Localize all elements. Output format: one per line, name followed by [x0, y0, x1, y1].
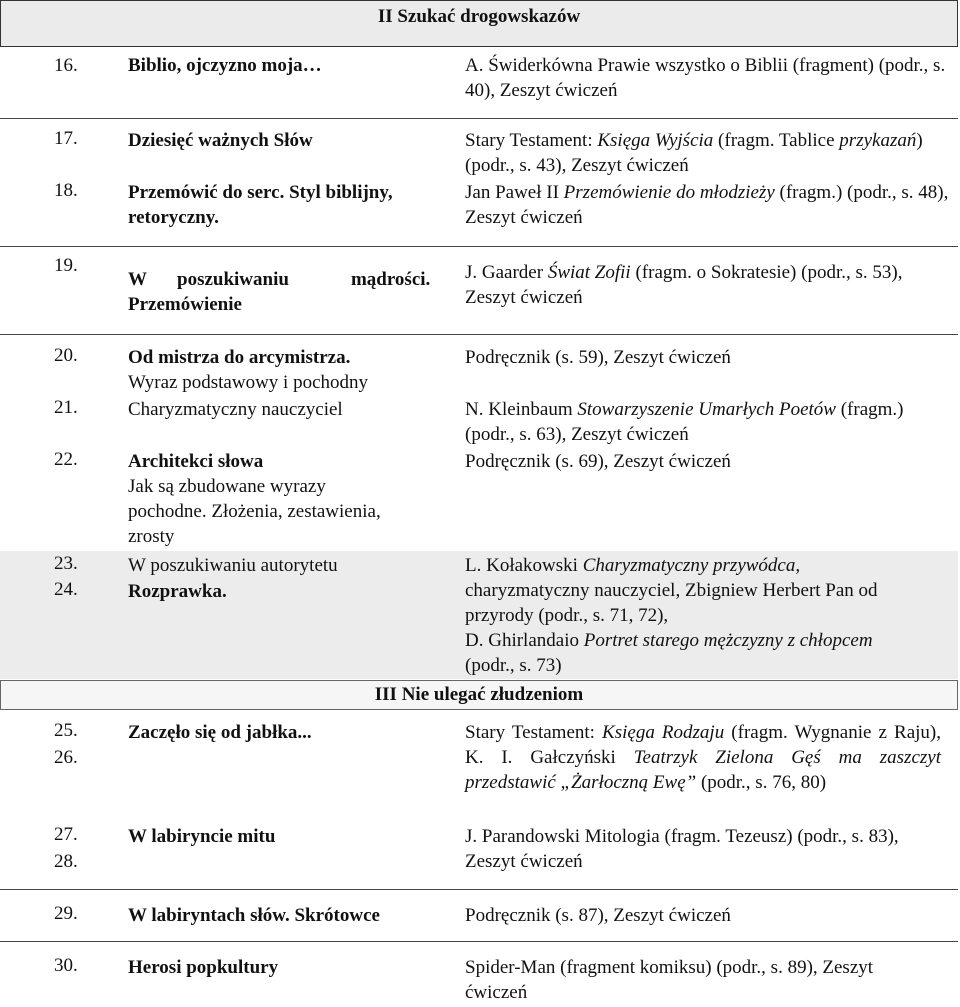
lesson-source: Podręcznik (s. 69), Zeszyt ćwiczeń — [465, 451, 731, 472]
section-heading: III Nie ulegać złudzeniom — [0, 680, 958, 710]
lesson-title: Od mistrza do arcymistrza. Wyraz podstawowy i pochodny — [128, 347, 368, 393]
lesson-number: 30. — [54, 955, 78, 976]
lesson-source: Podręcznik (s. 87), Zeszyt ćwiczeń — [465, 905, 731, 926]
lesson-title: Zaczęło się od jabłka... — [128, 722, 312, 743]
lesson-source: Jan Paweł II Przemówienie do młodzieży (fragm.) (podr., s. 48), Zeszyt ćwiczeń — [465, 182, 949, 228]
lesson-number: 16. — [54, 55, 78, 76]
lesson-number: 29. — [54, 903, 78, 924]
lesson-number: 20. — [54, 345, 78, 366]
row-divider — [0, 334, 958, 335]
lesson-number: 21. — [54, 397, 78, 418]
lesson-source: Stary Testament: Księga Rodzaju (fragm. Wygnanie z Raju), K. I. Gałczyński Teatrzyk Zielona Gęś ma zaszczyt przedstawić „Żarłoczną Ewę” (podr., s. 76, 80) — [465, 722, 942, 793]
row-divider — [0, 941, 958, 942]
lesson-title: Rozprawka. — [128, 581, 227, 602]
lesson-number: 28. — [54, 851, 78, 872]
lesson-number: 19. — [54, 255, 78, 276]
lesson-title: W labiryncie mitu — [128, 826, 276, 847]
row-divider — [0, 118, 958, 119]
lesson-source: J. Gaarder Świat Zofii (fragm. o Sokratesie) (podr., s. 53), Zeszyt ćwiczeń — [465, 262, 903, 308]
lesson-number: 25. — [54, 720, 78, 741]
lesson-number: 26. — [54, 747, 78, 768]
table-row — [0, 551, 958, 679]
lesson-source: Stary Testament: Księga Wyjścia (fragm. Tablice przykazań) (podr., s. 43), Zeszyt ćwiczeń — [465, 130, 923, 176]
row-divider — [0, 246, 958, 247]
lesson-number: 24. — [54, 579, 78, 600]
lesson-title: Biblio, ojczyzno moja… — [128, 55, 322, 76]
lesson-number: 17. — [54, 128, 78, 149]
lesson-number: 23. — [54, 553, 78, 574]
lesson-source: Podręcznik (s. 59), Zeszyt ćwiczeń — [465, 347, 731, 368]
lesson-number: 27. — [54, 824, 78, 845]
lesson-source: L. Kołakowski Charyzmatyczny przywódca, charyzmatyczny nauczyciel, Zbigniew Herbert Pan od przyrody (podr., s. 71, 72), D. Ghirlandaio Portret starego mężczyzny z chłopcem (podr., s. 73) — [465, 555, 878, 676]
lesson-source: Spider-Man (fragment komiksu) (podr., s. 89), Zeszyt ćwiczeń — [465, 957, 874, 1003]
lesson-source: J. Parandowski Mitologia (fragm. Tezeusz) (podr., s. 83), Zeszyt ćwiczeń — [465, 826, 899, 872]
lesson-title: W poszukiwaniu autorytetu — [128, 555, 338, 576]
row-divider — [0, 889, 958, 890]
lesson-title: W labiryntach słów. Skrótowce — [128, 905, 380, 926]
lesson-source: A. Świderkówna Prawie wszystko o Biblii (fragment) (podr., s. 40), Zeszyt ćwiczeń — [465, 55, 946, 101]
lesson-title: Przemówić do serc. Styl biblijny, retoryczny. — [128, 182, 393, 228]
section-heading: II Szukać drogowskazów — [0, 0, 958, 47]
lesson-number: 18. — [54, 180, 78, 201]
lesson-source: N. Kleinbaum Stowarzyszenie Umarłych Poetów (fragm.) (podr., s. 63), Zeszyt ćwiczeń — [465, 399, 904, 445]
lesson-number: 22. — [54, 449, 78, 470]
lesson-title: Charyzmatyczny nauczyciel — [128, 399, 343, 420]
lesson-title: W poszukiwaniu mądrości. Przemówienie — [128, 269, 431, 315]
lesson-title: Herosi popkultury — [128, 957, 279, 978]
lesson-title: Dziesięć ważnych Słów — [128, 130, 313, 151]
lesson-title: Architekci słowa Jak są zbudowane wyrazy pochodne. Złożenia, zestawienia, zrosty — [128, 451, 381, 547]
